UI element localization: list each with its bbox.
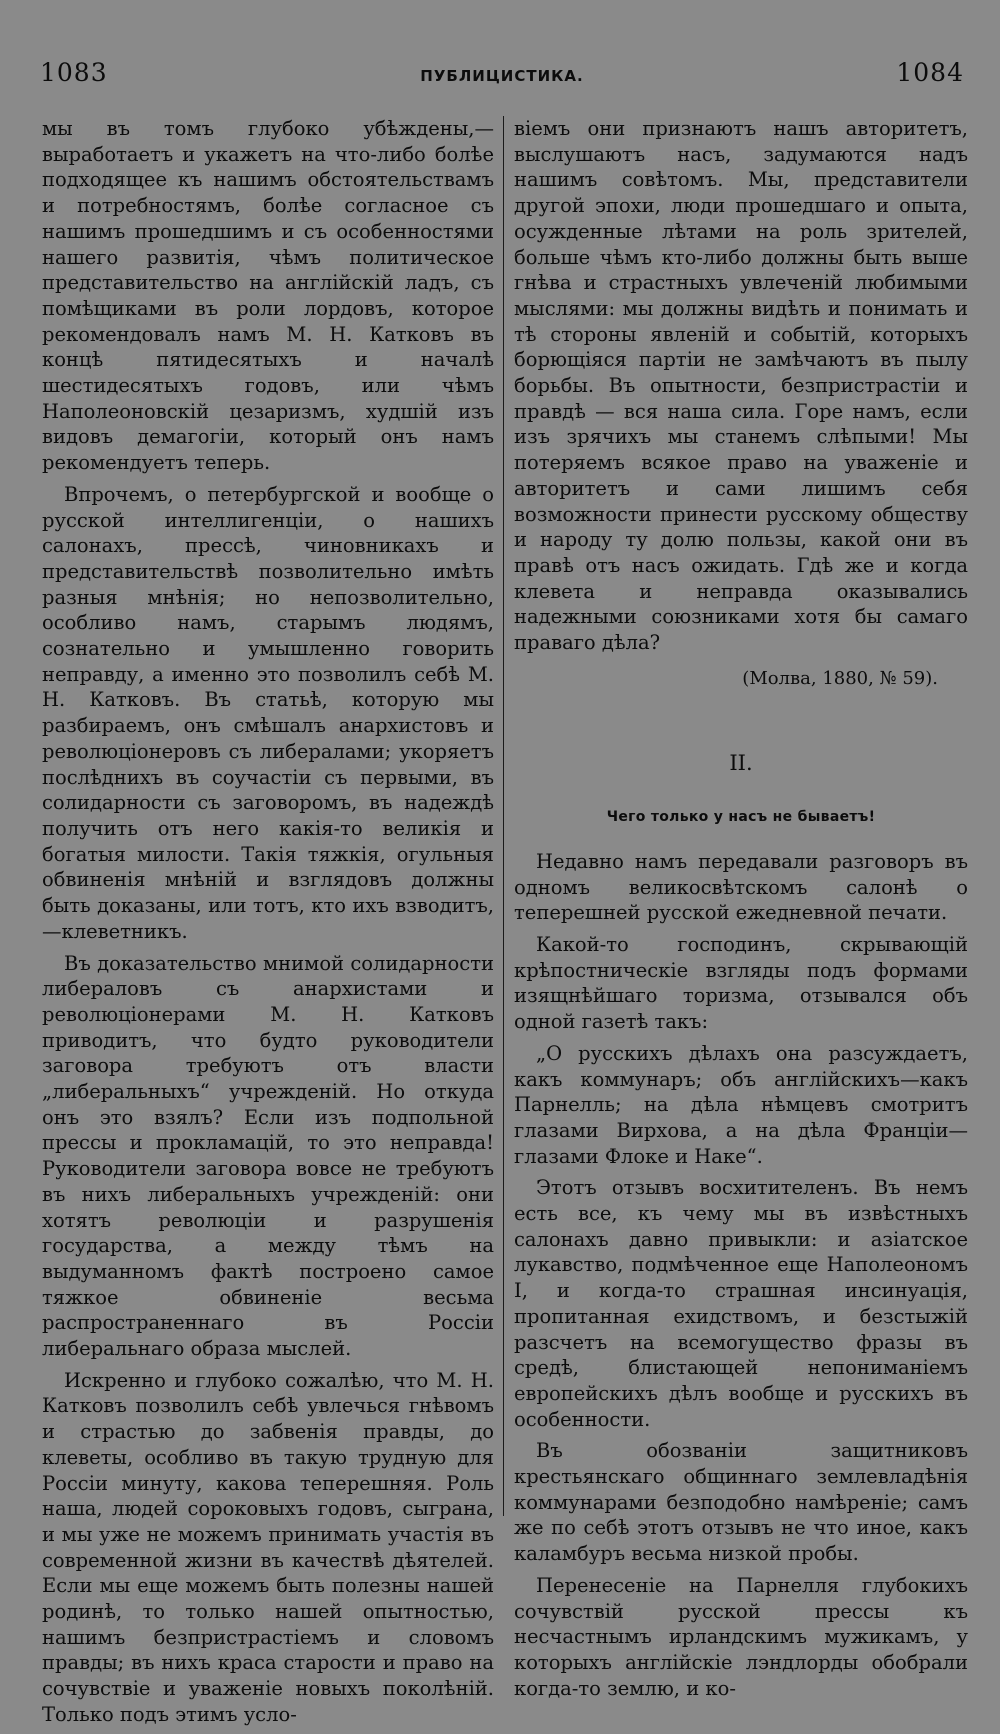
paragraph: Впрочемъ, о петербургской и вообще о русской интеллигенціи, о нашихъ салонахъ, прессѣ, чиновникахъ и представительствѣ позволительно имѣть разныя мнѣнія; но непозволительно, особливо намъ, старымъ людямъ, сознательно и умышленно говорить неправду, а именно это позволилъ себѣ М. Н. Катковъ. Въ статьѣ, которую мы разбираемъ, онъ смѣшалъ анархистовъ и революціонеровъ съ либералами; укоряетъ послѣднихъ въ соучастіи съ первыми, въ солидарности съ заговоромъ, въ надеждѣ получить отъ него какія-то великія и богатыя милости. Такія тяжкія, огульныя обвиненія мнѣній и взглядовъ должны быть доказаны, или тотъ, кто ихъ взводитъ,—клеветникъ. <box>42 482 494 943</box>
page-number-right: 1084 <box>896 58 964 87</box>
paragraph: Какой-то господинъ, скрывающій крѣпостническіе взгляды подъ формами изящнѣйшаго торизма, отзывался объ одной газетѣ такъ: <box>514 932 968 1034</box>
source-citation: (Молва, 1880, № 59). <box>742 667 938 689</box>
page-number-left: 1083 <box>40 58 108 87</box>
paragraph: Въ обозваніи защитниковъ крестьянскаго общиннаго землевладѣнія коммунарами безподобно намѣреніе; самъ же по себѣ этотъ отзывъ не что иное, какъ каламбуръ весьма низкой пробы. <box>514 1439 968 1566</box>
page-header <box>40 58 964 98</box>
paragraph: віемъ они признаютъ нашъ авторитетъ, выслушаютъ насъ, задумаются надъ нашимъ совѣтомъ. Мы, представители другой эпохи, люди прошедшаго и опыта, осужденные лѣтами на роль зрителей, больше чѣмъ кто-либо должны быть выше гнѣва и страстныхъ увлеченій любимыми мыслями: мы должны видѣть и понимать и тѣ стороны явленій и событій, которыхъ борющіяся партіи не замѣчаютъ въ пылу борьбы. Въ опытности, безпристрастіи и правдѣ — вся наша сила. Горе намъ, если изъ зрячихъ мы станемъ слѣпыми! Мы потеряемъ всякое право на уваженіе и авторитетъ и сами лишимъ себя возможности принести русскому обществу и народу ту долю пользы, какой они въ правѣ отъ насъ ожидать. Гдѣ же и когда клевета и неправда оказывались надежными союзниками хотя бы самаго праваго дѣла? <box>514 117 968 655</box>
section-number: II. <box>729 751 753 776</box>
running-title: ПУБЛИЦИСТИКА. <box>420 67 584 85</box>
left-column <box>42 116 494 1734</box>
paragraph: „О русскихъ дѣлахъ она разсуждаетъ, какъ коммунаръ; объ англійскихъ—какъ Парнелль; на дѣла нѣмцевъ смотритъ глазами Вирхова, а на дѣла Франціи—глазами Флоке и Наке“. <box>514 1041 968 1168</box>
paragraph: Въ доказательство мнимой солидарности либераловъ съ анархистами и революціонерами М. Н. Катковъ приводитъ, что будто руководители заговора требуютъ отъ власти „либеральныхъ“ учрежденій. Но откуда онъ это взялъ? Если изъ подпольной прессы и прокламацій, то это неправда! Руководители заговора вовсе не требуютъ въ нихъ либеральныхъ учрежденій: они хотятъ революціи и разрушенія государства, а между тѣмъ на выдуманномъ фактѣ построено самое тяжкое обвиненіе весьма распространеннаго въ Россіи либеральнаго образа мыслей. <box>42 951 494 1361</box>
paragraph: Этотъ отзывъ восхитителенъ. Въ немъ есть все, къ чему мы въ извѣстныхъ салонахъ давно привыкли: и азіатское лукавство, подмѣченное еще Наполеономъ I, и когда-то страшная инсинуація, пропитанная ехидствомъ, и безстыжій разсчетъ на всемогущество фразы въ средѣ, блистающей непониманіемъ европейскихъ дѣлъ вообще и русскихъ въ особенности. <box>514 1176 968 1431</box>
paragraph: Недавно намъ передавали разговоръ въ одномъ великосвѣтскомъ салонѣ о теперешней русской ежедневной печати. <box>514 849 968 925</box>
paragraph: мы въ томъ глубоко убѣждены,—выработаетъ и укажетъ на что-либо болѣе подходящее къ нашимъ обстоятельствамъ и потребностямъ, болѣе согласное съ нашимъ прошедшимъ и съ особенностями нашего развитія, чѣмъ политическое представительство на англійскій ладъ, съ помѣщиками въ роли лордовъ, которое рекомендовалъ намъ М. Н. Катковъ въ концѣ пятидесятыхъ и началѣ шестидесятыхъ годовъ, или чѣмъ Наполеоновскій цезаризмъ, худшій изъ видовъ демагогіи, который онъ намъ рекомендуетъ теперь. <box>42 117 494 475</box>
paragraph: Перенесеніе на Парнелля глубокихъ сочувствій русской прессы къ несчастнымъ ирландскимъ мужикамъ, у которыхъ англійскіе лэндлорды обобрали когда-то землю, и ко- <box>514 1573 968 1700</box>
paragraph: Искренно и глубоко сожалѣю, что М. Н. Катковъ позволилъ себѣ увлечься гнѣвомъ и страстью до забвенія правды, до клеветы, особливо въ такую трудную для Россіи минуту, какова теперешняя. Роль наша, людей сороковыхъ годовъ, сыграна, и мы уже не можемъ принимать участія въ современной жизни въ качествѣ дѣятелей. Если мы еще можемъ быть полезны нашей родинѣ, то только нашей опытностью, нашимъ безпристрастіемъ и словомъ правды; въ нихъ краса старости и право на сочувствіе и уваженіе новыхъ поколѣній. Только подъ этимъ усло- <box>42 1368 494 1726</box>
right-column <box>514 116 968 1707</box>
section-title: Чего только у насъ не бываетъ! <box>606 809 876 826</box>
column-divider <box>503 116 504 1516</box>
